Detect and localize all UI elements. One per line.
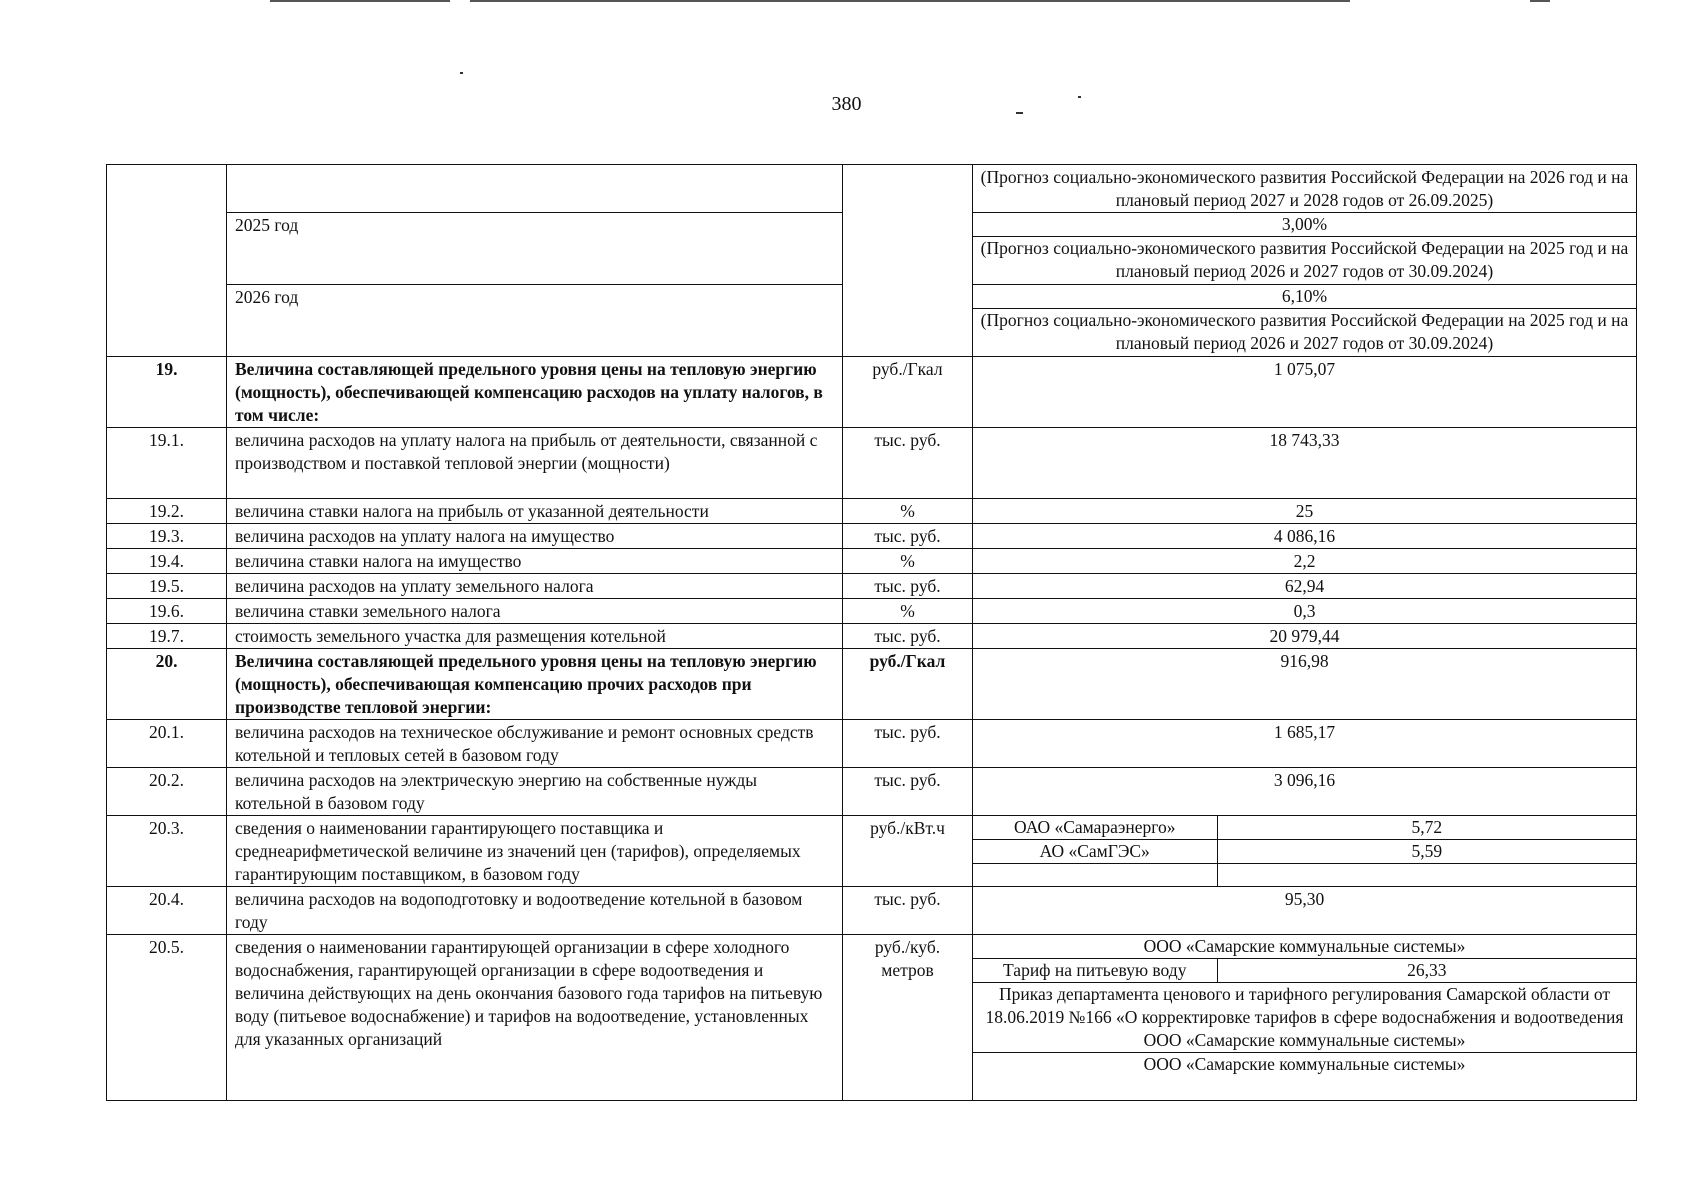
unit-cell [843, 165, 973, 357]
row-value: 20 979,44 [973, 624, 1637, 649]
table-row [107, 499, 1637, 524]
row-name: стоимость земельного участка для размещения котельной [227, 624, 843, 649]
row-name: величина расходов на водоподготовку и водоотведение котельной в базовом году [227, 887, 843, 935]
row-number: 19.3. [107, 524, 227, 549]
row-value: 62,94 [973, 574, 1637, 599]
supplier-price: 5,72 [1217, 816, 1636, 840]
value-cell [973, 285, 1637, 357]
table-row [107, 524, 1637, 549]
org-name: ООО «Самарские коммунальные системы» [973, 1053, 1636, 1077]
org-row [973, 935, 1636, 959]
order-row [973, 983, 1636, 1053]
row-name: величина расходов на техническое обслуживание и ремонт основных средств котельной и тепловых сетей в базовом году [227, 720, 843, 768]
tariff-label: Тариф на питьевую воду [973, 959, 1217, 983]
row-value: 1 685,17 [973, 720, 1637, 768]
row-unit: тыс. руб. [843, 768, 973, 816]
scan-artifact [270, 0, 450, 2]
row-name: величина расходов на уплату налога на имущество [227, 524, 843, 549]
table-row [107, 428, 1637, 499]
row-unit: тыс. руб. [843, 624, 973, 649]
order-text: Приказ департамента ценового и тарифного регулирования Самарской области от 18.06.2019 №166 «О корректировке тарифов в сфере водоснабжения и водоотведения ООО «Самарские коммунальные системы» [973, 983, 1636, 1053]
table-row [107, 816, 1637, 887]
row-number: 20.1. [107, 720, 227, 768]
org-name: ООО «Самарские коммунальные системы» [973, 935, 1636, 959]
row-unit: руб./кВт.ч [843, 816, 973, 887]
supplier-row [973, 816, 1636, 840]
scan-speck [460, 72, 463, 74]
water-org-table [973, 935, 1636, 1076]
forecast-note: (Прогноз социально-экономического развития Российской Федерации на 2025 год и на плановый период 2026 и 2027 годов от 30.09.2024) [973, 236, 1636, 283]
percent-value: 6,10% [1281, 286, 1328, 306]
row-name: величина расходов на уплату земельного налога [227, 574, 843, 599]
supplier-name: АО «СамГЭС» [973, 840, 1217, 864]
row-number: 20.2. [107, 768, 227, 816]
label-cell: 2025 год [227, 213, 843, 285]
supplier-cell [973, 816, 1637, 887]
row-unit: руб./куб. метров [843, 935, 973, 1101]
scan-artifact [470, 0, 1350, 2]
table-row [107, 887, 1637, 935]
row-name: сведения о наименовании гарантирующего поставщика и среднеарифметической величине из значений цен (тарифов), определяемых гарантирующим поставщиком, в базовом году [227, 816, 843, 887]
row-name: величина ставки налога на прибыль от указанной деятельности [227, 499, 843, 524]
row-value: 1 075,07 [973, 357, 1637, 428]
row-name: величина расходов на уплату налога на прибыль от деятельности, связанной с производством и поставкой тепловой энергии (мощности) [227, 428, 843, 499]
table-row [107, 649, 1637, 720]
row-number: 19.5. [107, 574, 227, 599]
row-number: 19. [107, 357, 227, 428]
supplier-name [973, 864, 1217, 886]
label-cell: 2026 год [227, 285, 843, 357]
row-name: сведения о наименовании гарантирующей организации в сфере холодного водоснабжения, гарантирующей организации в сфере водоотведения и величина действующих на день окончания базового года тарифов на питьевую воду (питьевое водоснабжение) и тарифов на водоотведение, установленных для указанных организаций [227, 935, 843, 1101]
table-row [107, 357, 1637, 428]
row-number: 20. [107, 649, 227, 720]
row-value: 0,3 [973, 599, 1637, 624]
row-unit: % [843, 499, 973, 524]
row-unit: % [843, 549, 973, 574]
scan-artifact [1530, 0, 1550, 2]
row-value: 4 086,16 [973, 524, 1637, 549]
row-unit: % [843, 599, 973, 624]
table-row [107, 549, 1637, 574]
percent-value: 3,00% [1281, 214, 1328, 234]
supplier-price: 5,59 [1217, 840, 1636, 864]
value-cell [973, 165, 1637, 213]
row-number: 20.5. [107, 935, 227, 1101]
data-table [106, 164, 1637, 1101]
row-number: 19.1. [107, 428, 227, 499]
row-name: величина ставки налога на имущество [227, 549, 843, 574]
row-value: 2,2 [973, 549, 1637, 574]
row-number: 19.7. [107, 624, 227, 649]
table-row [107, 624, 1637, 649]
forecast-note: (Прогноз социально-экономического развития Российской Федерации на 2026 год и на плановый период 2027 и 2028 годов от 26.09.2025) [980, 167, 1629, 210]
row-value: 95,30 [973, 887, 1637, 935]
row-number: 19.2. [107, 499, 227, 524]
page-number: 380 [831, 93, 862, 115]
supplier-table [973, 816, 1636, 886]
row-name: Величина составляющей предельного уровня цены на тепловую энергию (мощность), обеспечивающая компенсацию прочих расходов при производстве тепловой энергии: [227, 649, 843, 720]
row-name: Величина составляющей предельного уровня цены на тепловую энергию (мощность), обеспечивающей компенсацию расходов на уплату налогов, в том числе: [227, 357, 843, 428]
row-number: 19.6. [107, 599, 227, 624]
row-number: 20.3. [107, 816, 227, 887]
tariff-row [973, 959, 1636, 983]
table-row [107, 720, 1637, 768]
row-number: 20.4. [107, 887, 227, 935]
row-name: величина расходов на электрическую энергию на собственные нужды котельной в базовом году [227, 768, 843, 816]
num-cell [107, 165, 227, 357]
row-value: 916,98 [973, 649, 1637, 720]
row-value: 25 [973, 499, 1637, 524]
table-row [107, 768, 1637, 816]
table-row [107, 935, 1637, 1101]
supplier-price [1217, 864, 1636, 886]
row-unit: тыс. руб. [843, 887, 973, 935]
row-unit: тыс. руб. [843, 574, 973, 599]
water-org-cell [973, 935, 1637, 1101]
row-unit: тыс. руб. [843, 428, 973, 499]
row-name: величина ставки земельного налога [227, 599, 843, 624]
supplier-name: ОАО «Самараэнерго» [973, 816, 1217, 840]
row-value: 18 743,33 [973, 428, 1637, 499]
tariff-value: 26,33 [1217, 959, 1636, 983]
table-row [107, 574, 1637, 599]
label-cell [227, 165, 843, 213]
forecast-note: (Прогноз социально-экономического развития Российской Федерации на 2025 год и на плановый период 2026 и 2027 годов от 30.09.2024) [973, 308, 1636, 355]
supplier-row [973, 864, 1636, 886]
row-value: 3 096,16 [973, 768, 1637, 816]
row-number: 19.4. [107, 549, 227, 574]
org-row [973, 1053, 1636, 1077]
row-unit: руб./Гкал [843, 649, 973, 720]
row-unit: тыс. руб. [843, 720, 973, 768]
value-cell [973, 213, 1637, 285]
table-row [107, 599, 1637, 624]
table-row [107, 165, 1637, 213]
row-unit: тыс. руб. [843, 524, 973, 549]
row-unit: руб./Гкал [843, 357, 973, 428]
supplier-row [973, 840, 1636, 864]
